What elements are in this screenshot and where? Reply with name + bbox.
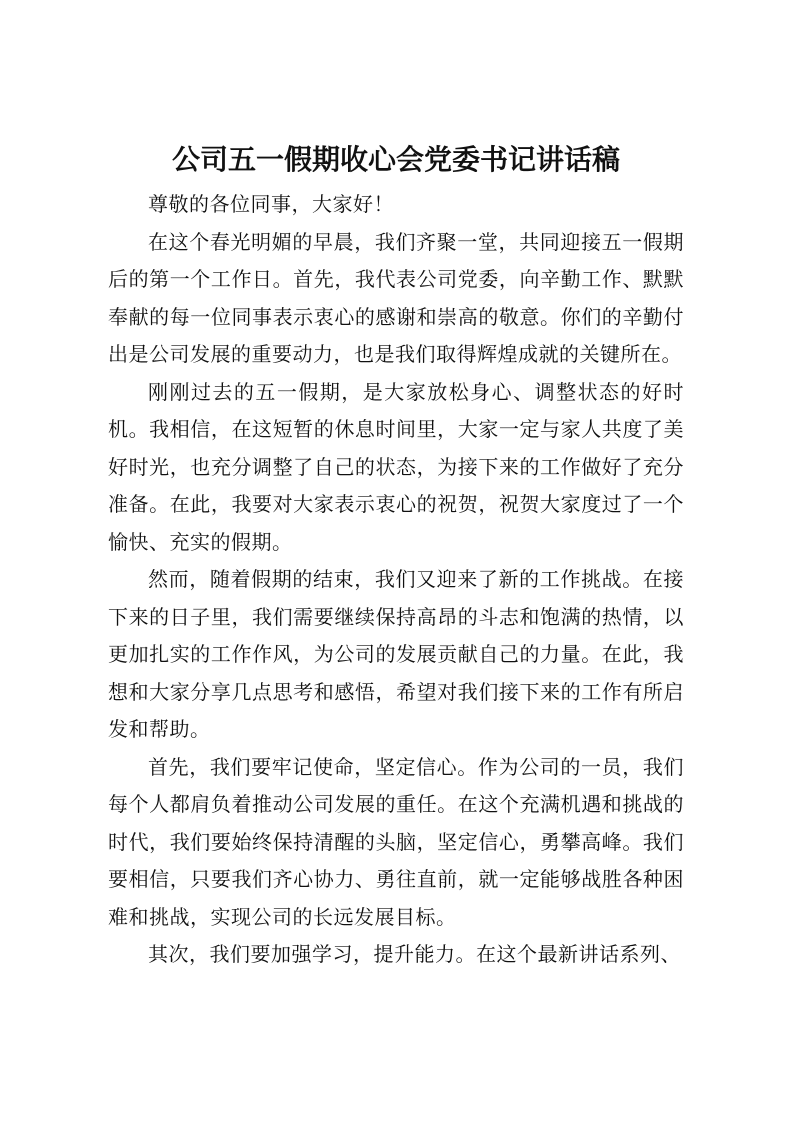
document-page [108, 140, 684, 974]
paragraph-1: 在这个春光明媚的早晨，我们齐聚一堂，共同迎接五一假期后的第一个工作日。首先，我代表公司党委，向辛勤工作、默默奉献的每一位同事表示衷心的感谢和崇高的敬意。你们的辛勤付出是公司发展的重要动力，也是我们取得辉煌成就的关键所在。 [108, 229, 684, 366]
paragraph-greeting: 尊敬的各位同事，大家好！ [148, 192, 394, 216]
paragraph-5: 其次，我们要加强学习，提升能力。在这个最新讲话系列、 [148, 942, 681, 966]
paragraph-4: 首先，我们要牢记使命，坚定信心。作为公司的一员，我们每个人都肩负着推动公司发展的重任。在这个充满机遇和挑战的时代，我们要始终保持清醒的头脑，坚定信心，勇攀高峰。我们要相信，只要我们齐心协力、勇往直前，就一定能够战胜各种困难和挑战，实现公司的长远发展目标。 [108, 754, 684, 929]
paragraph-2: 刚刚过去的五一假期，是大家放松身心、调整状态的好时机。我相信，在这短暂的休息时间里，大家一定与家人共度了美好时光，也充分调整了自己的状态，为接下来的工作做好了充分准备。在此，我要对大家表示衷心的祝贺，祝贺大家度过了一个愉快、充实的假期。 [108, 379, 684, 554]
document-title: 公司五一假期收心会党委书记讲话稿 [171, 143, 620, 176]
paragraph-3: 然而，随着假期的结束，我们又迎来了新的工作挑战。在接下来的日子里，我们需要继续保持高昂的斗志和饱满的热情，以更加扎实的工作作风，为公司的发展贡献自己的力量。在此，我想和大家分享几点思考和感悟，希望对我们接下来的工作有所启发和帮助。 [108, 567, 684, 741]
